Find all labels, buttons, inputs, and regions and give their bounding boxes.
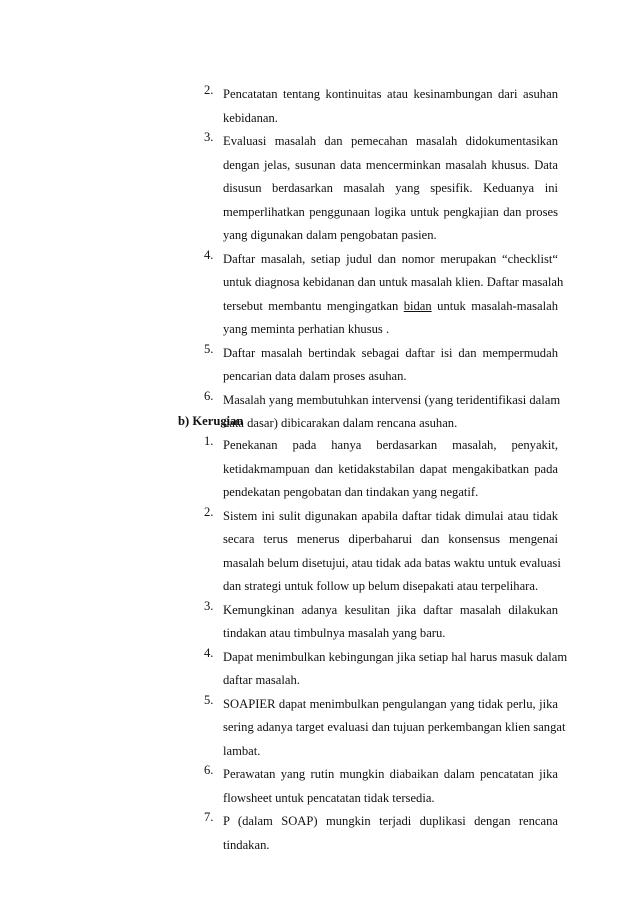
text-segment: untuk masalah-masalah (431, 298, 558, 313)
item-text-line: Masalah yang membutuhkan intervensi (yang teridentifikasi dalam (223, 392, 561, 407)
advantages-list (204, 83, 564, 436)
list-item (204, 434, 558, 505)
item-text-line: pendekatan pengobatan dan tindakan yang negatif. (223, 485, 479, 499)
item-text-line: Dapat menimbulkan kebingungan jika setiap hal harus masuk dalam (223, 649, 568, 664)
list-item (204, 504, 561, 599)
item-text-line: pencarian data dalam proses asuhan. (223, 369, 407, 383)
disadvantages-list (204, 434, 568, 857)
item-number: 4. (204, 645, 214, 660)
item-text-line: tindakan. (223, 837, 270, 852)
list-item (204, 130, 558, 248)
item-text-line: flowsheet untuk pencatatan tidak tersedia. (223, 790, 435, 805)
item-text-line: dengan jelas, susunan data mencerminkan masalah khusus. Data (223, 157, 558, 172)
item-text-line: SOAPIER dapat menimbulkan pengulangan yang tidak perlu, jika (223, 696, 558, 711)
item-text-line: tindakan atau timbulnya masalah yang baru. (223, 626, 446, 640)
item-number: 2. (204, 83, 214, 97)
item-text-line: kebidanan. (223, 110, 278, 125)
item-number: 3. (204, 130, 214, 144)
item-number: 5. (204, 692, 214, 707)
list-item (204, 83, 558, 130)
item-text-line: Penekanan pada hanya berdasarkan masalah, penyakit, (223, 438, 558, 452)
item-text-line: untuk diagnosa kebidanan dan untuk masalah klien. Daftar masalah (223, 275, 564, 289)
item-text-line: Sistem ini sulit digunakan apabila daftar tidak dimulai atau tidak (223, 508, 558, 523)
list-item (204, 599, 558, 646)
list-item (204, 388, 561, 436)
item-number: 4. (204, 247, 214, 262)
item-text-line: data dasar) dibicarakan dalam rencana asuhan. (223, 416, 458, 430)
item-number: 2. (204, 504, 214, 519)
item-text-line: lambat. (223, 743, 261, 758)
list-item (204, 810, 558, 857)
list-item (204, 763, 558, 810)
item-number: 3. (204, 598, 214, 613)
item-text-line: daftar masalah. (223, 673, 300, 687)
text-segment: tersebut membantu mengingatkan (223, 298, 404, 313)
item-text-line: disusun berdasarkan masalah yang spesifik. Keduanya ini (223, 181, 558, 195)
item-number: 1. (204, 434, 214, 448)
item-text-line: Daftar masalah bertindak sebagai daftar isi dan mempermudah (223, 345, 558, 360)
item-text-line: Daftar masalah, setiap judul dan nomor merupakan “checklist“ (223, 251, 558, 266)
item-text-line: dan strategi untuk follow up belum disepakati atau terpelihara. (223, 579, 539, 593)
item-text-line: yang digunakan dalam pengobatan pasien. (223, 228, 437, 242)
list-item (204, 342, 558, 389)
item-text-line (223, 295, 558, 319)
item-text-line: P (dalam SOAP) mungkin terjadi duplikasi dengan rencana (223, 814, 558, 828)
bidan-link[interactable]: bidan (403, 298, 432, 313)
item-text-line: Pencatatan tentang kontinuitas atau kesinambungan dari asuhan (223, 87, 558, 101)
item-text-line: sering adanya target evaluasi dan tujuan perkembangan klien sangat (223, 720, 566, 734)
item-text-line: memperlihatkan penggunaan logika untuk pengkajian dan proses (223, 204, 558, 219)
item-text-line: secara terus menerus diperbaharui dan konsensus mengenai (223, 532, 558, 546)
list-item (204, 692, 566, 764)
item-text-line: yang meminta perhatian khusus . (223, 322, 390, 336)
item-number: 6. (204, 388, 214, 403)
item-text-line: masalah belum disetujui, atau tidak ada batas waktu untuk evaluasi (223, 555, 561, 570)
item-text-line: ketidakmampuan dan ketidakstabilan dapat mengakibatkan pada (223, 461, 558, 476)
item-text-line: Perawatan yang rutin mungkin diabaikan dalam pencatatan jika (223, 767, 558, 781)
item-text-line: Kemungkinan adanya kesulitan jika daftar masalah dilakukan (223, 602, 558, 617)
item-number: 7. (204, 810, 214, 824)
section-heading: b) Kerugian (178, 414, 244, 428)
item-text-line: Evaluasi masalah dan pemecahan masalah didokumentasikan (223, 134, 558, 148)
item-number: 5. (204, 341, 214, 356)
list-item (204, 645, 568, 693)
list-item (204, 247, 564, 342)
item-number: 6. (204, 763, 214, 777)
